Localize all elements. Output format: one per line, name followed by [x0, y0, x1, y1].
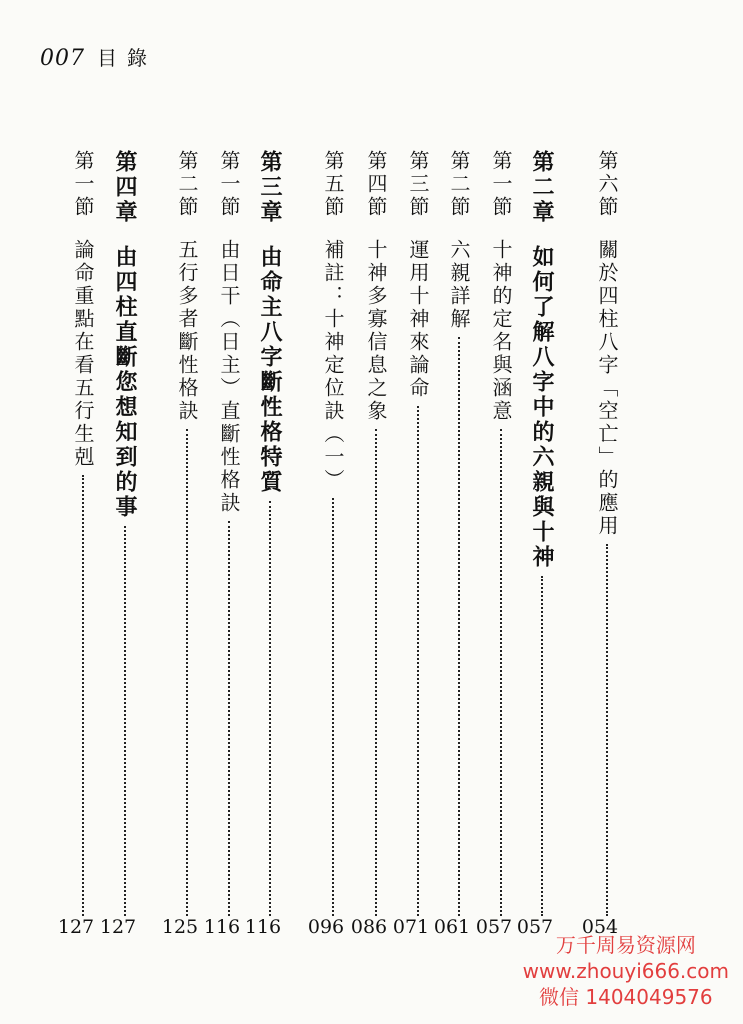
toc-page-number: 127 — [57, 916, 95, 938]
toc-entry-title: 由日干（日主）直斷性格訣 — [217, 239, 241, 515]
toc-page-number: 125 — [161, 916, 199, 938]
toc-entry — [255, 150, 285, 910]
toc-entry-title: 五行多者斷性格訣 — [175, 239, 199, 423]
chapter-title: 由命主八字斷性格特質 — [257, 245, 283, 495]
toc-entry-label: 第三節 — [406, 150, 430, 219]
chapter-label: 第四章 — [112, 150, 138, 225]
toc-entry-label: 第一節 — [217, 150, 241, 219]
toc-entry — [361, 150, 391, 910]
watermark-site-name: 万千周易资源网 — [555, 933, 696, 957]
toc-entry — [403, 150, 433, 910]
toc-page-number: 061 — [433, 916, 471, 938]
toc-page-number: 127 — [99, 916, 137, 938]
toc-page-number: 096 — [307, 916, 345, 938]
toc-entry — [68, 150, 98, 910]
toc-entry-title: 十神多寡信息之象 — [364, 239, 388, 423]
toc-entry-title: 關於四柱八字「空亡」的應用 — [595, 239, 619, 538]
chapter-title: 由四柱直斷您想知到的事 — [112, 245, 138, 520]
leader-dots — [255, 495, 285, 910]
leader-dots — [172, 423, 202, 910]
toc-entry-title: 補註：十神定位訣（一） — [321, 239, 345, 492]
toc-entry-label: 第一節 — [489, 150, 513, 219]
toc-entry — [444, 150, 474, 910]
leader-dots — [486, 423, 516, 910]
toc-entry-label: 第四節 — [364, 150, 388, 219]
leader-dots — [110, 520, 140, 910]
toc-entry-title: 六親詳解 — [447, 239, 471, 331]
page-header — [40, 42, 157, 71]
toc-entry-title: 運用十神來論命 — [406, 239, 430, 400]
leader-dots — [403, 400, 433, 910]
leader-dots — [527, 570, 557, 910]
page-title: 目錄 — [97, 46, 157, 70]
toc-entry-title: 十神的定名與涵意 — [489, 239, 513, 423]
watermark — [523, 932, 729, 1010]
toc-entry — [214, 150, 244, 910]
toc-entry — [486, 150, 516, 910]
toc-page-number: 057 — [516, 916, 554, 938]
chapter-label: 第三章 — [257, 150, 283, 225]
chapter-title: 如何了解八字中的六親與十神 — [529, 245, 555, 570]
toc-entry-title: 論命重點在看五行生剋 — [71, 239, 95, 469]
toc-entry-label: 第二節 — [175, 150, 199, 219]
leader-dots — [318, 492, 348, 910]
toc-entry-label: 第一節 — [71, 150, 95, 219]
toc-entry — [172, 150, 202, 910]
toc-entry — [110, 150, 140, 910]
toc-entry-label: 第五節 — [321, 150, 345, 219]
toc-page-number: 057 — [475, 916, 513, 938]
leader-dots — [592, 538, 622, 910]
toc-entry — [592, 150, 622, 910]
toc-page-number: 116 — [203, 916, 241, 938]
chapter-label: 第二章 — [529, 150, 555, 225]
toc-entry-label: 第二節 — [447, 150, 471, 219]
leader-dots — [361, 423, 391, 910]
leader-dots — [214, 515, 244, 910]
toc-entry — [318, 150, 348, 910]
leader-dots — [68, 469, 98, 910]
toc-page-number: 071 — [392, 916, 430, 938]
watermark-wechat: 微信 1404049576 — [539, 985, 713, 1009]
toc-page-number: 054 — [581, 916, 619, 938]
toc-page-number: 086 — [350, 916, 388, 938]
page-number: 007 — [40, 46, 85, 71]
toc-entry-label: 第六節 — [595, 150, 619, 219]
watermark-url: www.zhouyi666.com — [522, 959, 729, 983]
leader-dots — [444, 331, 474, 910]
toc-page-number: 116 — [244, 916, 282, 938]
toc-entry — [527, 150, 557, 910]
